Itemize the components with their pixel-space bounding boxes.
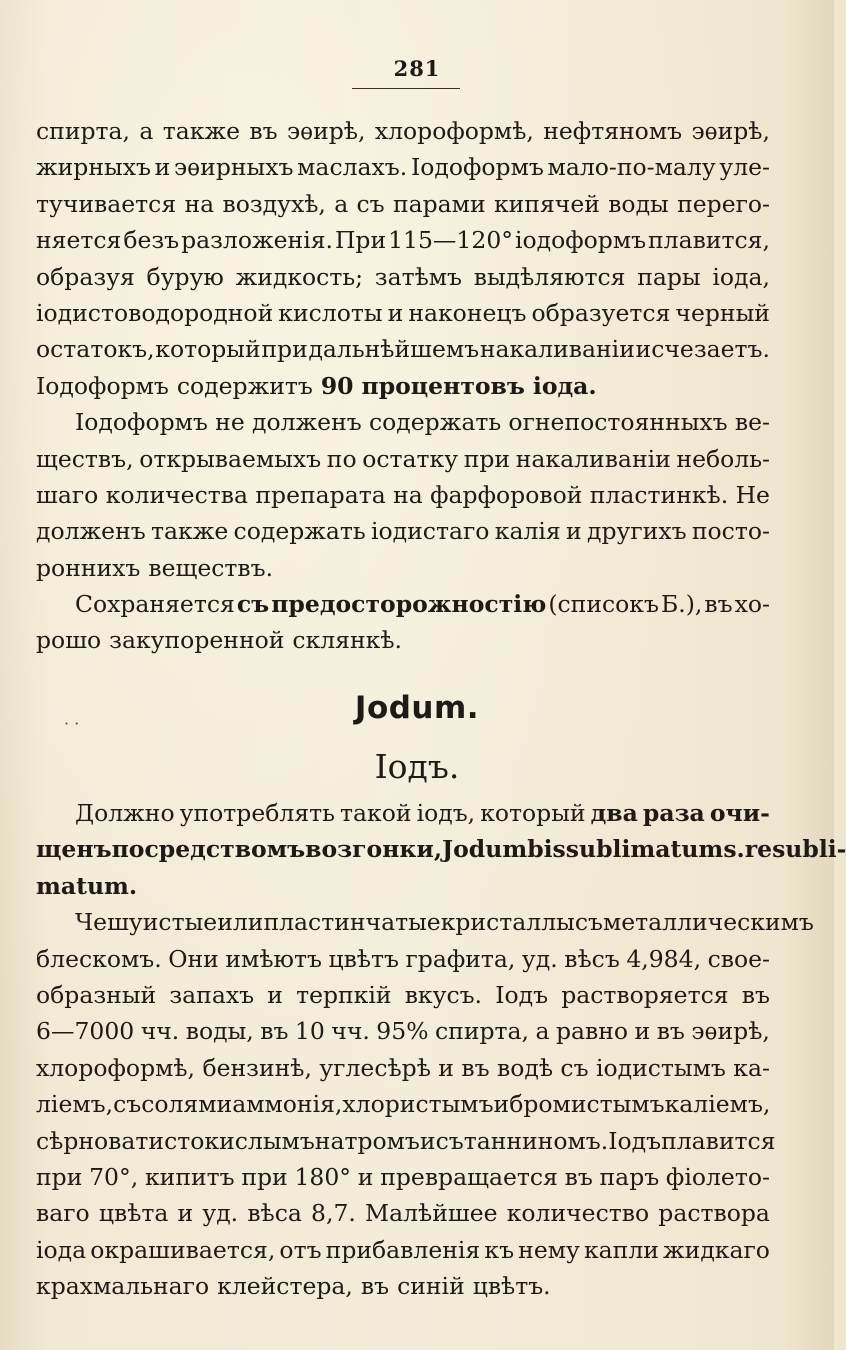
word: 95% [376, 1017, 429, 1046]
text-line [36, 513, 770, 549]
word: образный [36, 980, 157, 1009]
word: посто- [691, 517, 770, 546]
word: паръ [599, 1162, 660, 1191]
word: разложенія. [181, 226, 334, 255]
word: раза [642, 799, 705, 827]
word: эѳирѣ, [286, 117, 366, 145]
word: и [357, 1162, 374, 1191]
word: водѣ [496, 1053, 553, 1082]
word: очи- [709, 799, 770, 827]
word: Іодоформъ [36, 371, 169, 400]
word: капли [583, 1235, 659, 1264]
word: кислоты [278, 298, 383, 327]
word: 6—7000 [36, 1017, 135, 1046]
text-line [36, 831, 846, 867]
word: металлическимъ [602, 908, 814, 937]
word: отъ [279, 1235, 322, 1264]
word: щенъ [36, 835, 112, 864]
word: не [215, 408, 245, 437]
word: вѣсъ [564, 944, 620, 973]
word: съ [435, 1126, 464, 1155]
word: Іодъ [495, 980, 549, 1009]
word: эѳирныхъ [174, 153, 294, 182]
word: накаливаніи [479, 335, 635, 364]
word: съ [574, 908, 603, 937]
word: запахъ [169, 980, 255, 1009]
text-line [36, 477, 770, 513]
word: 115—120° [388, 226, 514, 255]
text-line [36, 904, 814, 940]
text-line [36, 795, 770, 831]
word: эѳирѣ, [691, 1017, 770, 1046]
word: вкусъ. [404, 980, 483, 1009]
word: а [535, 1017, 550, 1046]
word: и [267, 980, 283, 1009]
word: цвѣтъ. [472, 1272, 551, 1301]
word: на [184, 189, 215, 218]
word: При [334, 226, 387, 255]
word: съ [236, 590, 270, 619]
word: и [154, 153, 171, 182]
word: Малѣйшее [365, 1199, 498, 1228]
word: дальнѣйшемъ [308, 335, 480, 364]
word: въ [564, 1162, 593, 1191]
word: мало-по-малу [547, 153, 716, 182]
word: долженъ [36, 517, 146, 546]
word: Они [168, 944, 219, 973]
word: matum. [36, 871, 138, 900]
word: или [217, 908, 264, 937]
word: также [151, 517, 229, 546]
word: и [566, 517, 582, 546]
word: маслахъ. [297, 153, 408, 182]
word: ліемъ, [36, 1090, 114, 1119]
text-line [36, 186, 770, 222]
word: жидкаго [663, 1235, 770, 1264]
word: жирныхъ [36, 153, 151, 182]
word: и [419, 1126, 436, 1155]
iodine-text-block [36, 795, 846, 1304]
word: равно [555, 1017, 629, 1046]
word: при [36, 1162, 83, 1191]
word: іодъ, [416, 799, 476, 827]
word: плавится [661, 1126, 776, 1155]
text-line [36, 295, 770, 331]
word: Іодъ [608, 1126, 662, 1155]
word: нему [518, 1235, 580, 1264]
word: солями [141, 1090, 233, 1119]
text-line [36, 1195, 770, 1231]
section-title-latin: Jodum. [354, 690, 480, 726]
word: нефтяномъ [543, 117, 683, 145]
section-title-russian: Іодъ. [374, 747, 460, 786]
word: хлороформѣ, [374, 117, 534, 145]
word: въ [704, 590, 733, 619]
word: безъ [123, 226, 180, 255]
word: спирта, [36, 117, 131, 145]
word: Сохраняется [75, 590, 235, 619]
word: жидкость; [235, 262, 364, 291]
word: въ [461, 1053, 490, 1082]
word: (списокъ [548, 590, 659, 619]
word: графита, [405, 944, 516, 973]
word: окрашивается, [90, 1235, 276, 1264]
iodoform-text-block [36, 113, 770, 659]
word: натромъ [314, 1126, 420, 1155]
text-line [36, 113, 770, 149]
word: имѣютъ [225, 944, 322, 973]
word: предосторожностію [271, 590, 547, 619]
word: процентовъ [361, 371, 525, 400]
word: съ [356, 189, 385, 218]
word: къ [484, 1235, 515, 1264]
word: 8,7. [311, 1199, 356, 1228]
text-line [36, 1232, 770, 1268]
word: s. [723, 835, 745, 864]
word: цвѣта [98, 1199, 169, 1228]
word: въ [249, 117, 278, 145]
word: пары [637, 262, 701, 291]
word: долженъ [252, 408, 362, 437]
word: кристаллы [440, 908, 575, 937]
word: свое- [707, 944, 770, 973]
word: 70°, [89, 1162, 139, 1191]
word: ве- [734, 408, 770, 437]
word: клейстера, [217, 1272, 353, 1301]
word: іода, [712, 262, 770, 291]
word: іодоформъ [514, 226, 647, 255]
word: содержать [368, 408, 502, 437]
word: выдѣляются [473, 262, 626, 291]
word: терпкій [296, 980, 392, 1009]
text-line [36, 1086, 770, 1122]
word: іодистоводородной [36, 298, 274, 327]
word: уд. [202, 1199, 239, 1228]
word: препарата [255, 480, 386, 509]
word: съ [560, 1053, 589, 1082]
word: 90 [320, 371, 354, 400]
word: воздухѣ, [222, 189, 326, 218]
word: закупоренной [109, 626, 285, 655]
word: вѣса [247, 1199, 302, 1228]
text-line [36, 586, 770, 622]
word: хо- [734, 590, 770, 619]
word: образуя [36, 262, 135, 291]
word: пластинкѣ. [589, 480, 729, 509]
word: въ [360, 1272, 390, 1301]
word: іода. [532, 371, 597, 400]
word: Jodum [442, 835, 528, 864]
word: Не [735, 480, 770, 509]
word: цвѣтъ [328, 944, 399, 973]
word: фарфоровой [430, 480, 583, 509]
word: остатокъ, [36, 335, 155, 364]
page-number: 281 [393, 56, 441, 81]
word: содержать [233, 517, 366, 546]
word: пластинчатые [263, 908, 441, 937]
word: фіолето- [665, 1162, 770, 1191]
word: уле- [719, 153, 770, 182]
word: танниномъ. [463, 1126, 609, 1155]
margin-mark: · · [64, 714, 80, 733]
text-line [36, 222, 770, 258]
word: открываемыхъ [139, 444, 322, 473]
word: Б.), [660, 590, 703, 619]
word: ка- [733, 1053, 770, 1082]
word: и [438, 1053, 454, 1082]
word: количество [506, 1199, 650, 1228]
word: образуется [531, 298, 671, 327]
word: бромистымъ [509, 1090, 665, 1119]
word: кипитъ [144, 1162, 235, 1191]
word: ществъ, [36, 444, 134, 473]
word: также [162, 117, 241, 145]
text-line [36, 368, 770, 404]
text-line [36, 404, 770, 440]
word: парами [392, 189, 486, 218]
word: и [387, 298, 404, 327]
word: Чешуистые [75, 908, 218, 937]
word: спирта, [435, 1017, 530, 1046]
word: крахмальнаго [36, 1272, 210, 1301]
word: каліемъ, [664, 1090, 771, 1119]
text-line [36, 1123, 776, 1159]
word: при [241, 1162, 288, 1191]
header-rule [352, 88, 460, 89]
word: съ [113, 1090, 142, 1119]
word: няется [36, 226, 122, 255]
text-line [36, 1013, 770, 1049]
word: роннихъ [36, 553, 141, 582]
word: бензинѣ, [202, 1053, 312, 1082]
word: а [139, 117, 154, 145]
word: при [261, 335, 308, 364]
word: а [334, 189, 349, 218]
word: resubli- [744, 835, 846, 864]
word: по [326, 444, 357, 473]
text-line [36, 941, 770, 977]
word: такой [340, 799, 412, 827]
word: 4,984, [626, 944, 702, 973]
word: плавится, [647, 226, 770, 255]
word: посредствомъ [111, 835, 306, 864]
word: содержитъ [176, 371, 313, 400]
word: bis [527, 835, 566, 864]
word: наконецъ [408, 298, 527, 327]
word: чч. [331, 1017, 370, 1046]
text-line [36, 331, 770, 367]
word: шаго [36, 480, 99, 509]
word: употреблять [179, 799, 335, 827]
word: уд. [521, 944, 558, 973]
word: который [480, 799, 586, 827]
word: перего- [677, 189, 770, 218]
text-line [36, 149, 770, 185]
word: іода [36, 1235, 87, 1264]
word: остатку [362, 444, 459, 473]
word: растворяется [561, 980, 729, 1009]
word: калія [494, 517, 561, 546]
word: прибавленія [325, 1235, 481, 1264]
word: sublimatum [565, 835, 724, 864]
word: аммонія, [232, 1090, 343, 1119]
word: при [463, 444, 511, 473]
word: тучивается [36, 189, 177, 218]
word: сѣрноватистокислымъ [36, 1126, 315, 1155]
word: іодистаго [371, 517, 490, 546]
word: въ [741, 980, 770, 1009]
text-line [36, 1050, 770, 1086]
word: Іодоформъ [75, 408, 208, 437]
word: воды, [185, 1017, 254, 1046]
word: и [177, 1199, 194, 1228]
word: склянкѣ. [292, 626, 403, 655]
word: возгонки, [305, 835, 443, 864]
word: на [393, 480, 423, 509]
word: 10 [294, 1017, 325, 1046]
word: іодистымъ [595, 1053, 726, 1082]
word: хлороформѣ, [36, 1053, 196, 1082]
word: 180° [294, 1162, 352, 1191]
word: черный [675, 298, 770, 327]
word: кипячей [493, 189, 600, 218]
word: синій [397, 1272, 465, 1301]
word: бурую [146, 262, 224, 291]
text-line [36, 868, 770, 904]
text-line [36, 441, 770, 477]
word: веществъ. [148, 553, 274, 582]
word: другихъ [587, 517, 687, 546]
text-line [36, 622, 770, 658]
word: затѣмъ [374, 262, 462, 291]
word: и [493, 1090, 510, 1119]
text-line [36, 1159, 770, 1195]
word: воды [608, 189, 669, 218]
word: углесѣрѣ [319, 1053, 431, 1082]
word: раствора [658, 1199, 770, 1228]
word: чч. [140, 1017, 180, 1046]
word: накаливаніи [515, 444, 671, 473]
word: исчезаетъ. [635, 335, 770, 364]
word: въ [260, 1017, 289, 1046]
word: огнепостоянныхъ [508, 408, 728, 437]
word: количества [105, 480, 248, 509]
word: Іодоформъ [410, 153, 544, 182]
word: блескомъ. [36, 944, 162, 973]
word: рошо [36, 626, 102, 655]
word: хлористымъ [342, 1090, 494, 1119]
word: и [634, 1017, 651, 1046]
text-line [36, 259, 770, 295]
text-line [36, 550, 770, 586]
word: въ [656, 1017, 685, 1046]
text-line [36, 977, 770, 1013]
word: превращается [380, 1162, 558, 1191]
word: Должно [75, 799, 175, 827]
word: эѳирѣ, [691, 117, 770, 145]
word: который [155, 335, 261, 364]
text-line [36, 1268, 770, 1304]
word: два [590, 799, 638, 827]
word: неболь- [676, 444, 770, 473]
word: ваго [36, 1199, 90, 1228]
